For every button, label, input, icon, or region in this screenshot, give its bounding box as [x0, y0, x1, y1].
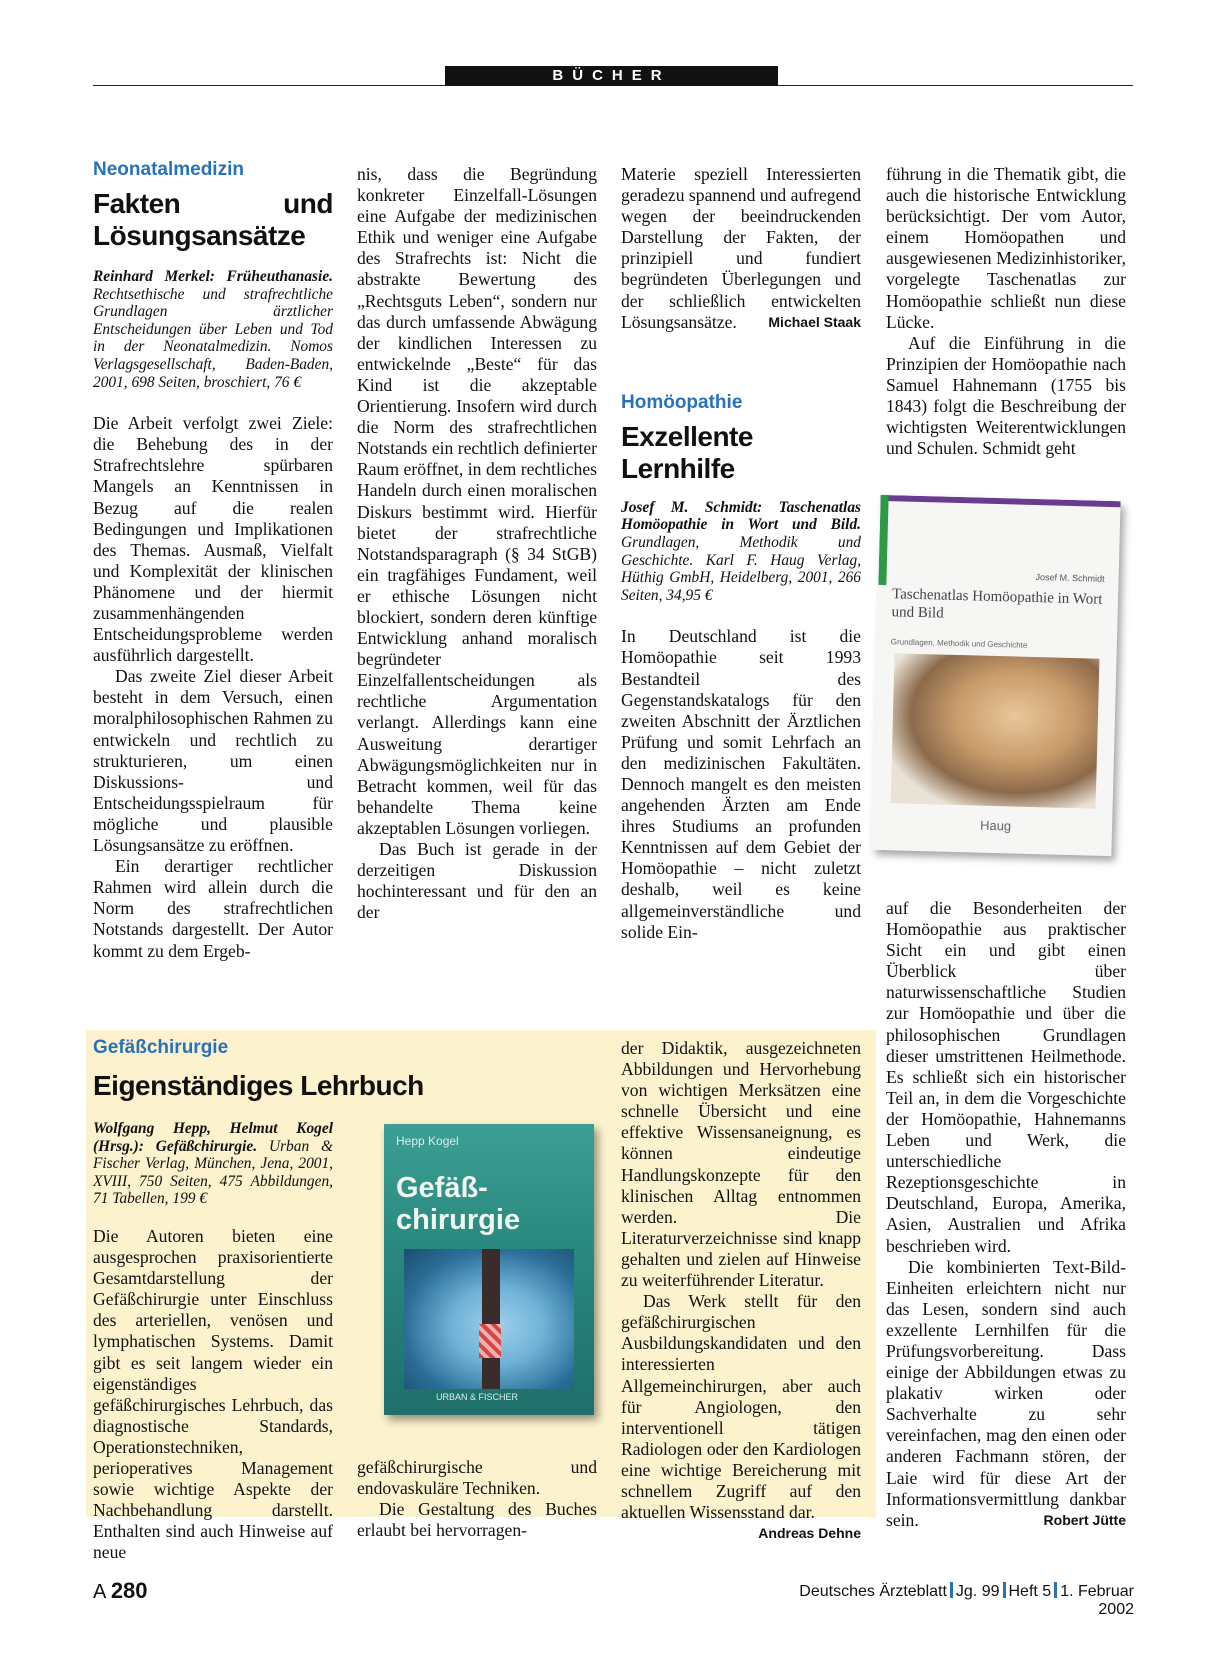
paragraph: führung in die Thematik gibt, die auch die historische Entwicklung berücksichtigt. Der vom Autor, einem Homöopathen und ausgewiesenen Medizinhistoriker, vorgelegte Taschenatlas zur Homöopathie schließt nun diese Lücke. [886, 164, 1126, 332]
section-header: BÜCHER [445, 66, 778, 86]
signature-staak: Michael Staak [768, 313, 861, 330]
cover-illustration [891, 653, 1100, 808]
reference-details: Rechtsethische und strafrechtliche Grundlagen ärztlicher Entscheidungen über Leben und Tod in der Neonatalmedizin. Nomos Verlagsgesellschaft, Baden-Baden, 2001, 698 Seiten, broschiert, 76 € [93, 285, 333, 391]
paragraph: auf die Besonderheiten der Homöopathie aus praktischer Sicht ein und gibt einen Überblick über naturwissenschaftliche Studien zur Homöopathie und über die philosophischen Grundlagen dieser umstrittenen Heilmethode. Es schließt sich ein historischer Teil an, in dem die Vorgeschichte der Homöopathie, Hahnemanns Leben und Werk, die unterschiedliche Rezeptionsgeschichte in Deutschland, Europa, Amerika, Asien, Australien und Afrika beschrieben wird. [886, 898, 1126, 1256]
article-gefaess-col1 [93, 1036, 333, 1060]
cover-subtitle: Grundlagen, Methodik und Geschichte [890, 637, 1028, 650]
article-neonatal-col1 [93, 158, 333, 962]
reference-neonatal [93, 268, 333, 391]
article-gefaess-col3 [621, 1038, 861, 1544]
cover-stripe [878, 495, 888, 585]
footer-separator [950, 1582, 953, 1598]
article-neonatal-col3 [621, 164, 861, 943]
article-homoeopathie-col4-bottom [886, 898, 1126, 1531]
footer-separator [1003, 1582, 1006, 1598]
paragraph: nis, dass die Begründung konkreter Einzelfall-Lösungen eine Aufgabe der medizinischen Ethik und weniger eine Aufgabe des Strafrechts ist: Nicht die abstrakte Bewertung des „Rechtsguts Leben“, sondern nur das durch umfassende Abwägung der kindlichen Interessen zu entwickelnde „Beste“ für das Kind ist die akzeptable Orientierung. Insofern wird durch die Norm des strafrechtlichen Notstands ein rechtlich definierter Raum eröffnet, in dem rechtliches Handeln durch einen moralischen Diskurs bestimmt wird. Hierfür bietet der strafrechtliche Notstandsparagraph (§ 34 StGB) ein tragfähiges Fundament, weil er ethische Lösungen nicht blockiert, sondern deren künftige Entwicklung anhand moralisch begründeter Einzelfallentscheidungen als rechtliche Argumentation verlangt. Allerdings kann eine Ausweitung derartiger Abwägungsmöglichkeiten nur in Betracht kommen, weil für das behandelte Thema keine akzeptablen Lösungen vorliegen. [357, 164, 597, 838]
signature-juette: Robert Jütte [1043, 1511, 1126, 1528]
article-neonatal-col2 [357, 164, 597, 923]
reference-gefaess [93, 1120, 333, 1208]
journal-footer [764, 1582, 1134, 1619]
paragraph: Die Autoren bieten eine ausgesprochen praxisorientierte Gesamtdarstellung der Gefäßchirurgie unter Einschluss des arteriellen, venösen und lymphatischen Systems. Damit gibt es seit langem wieder ein eigenständiges gefäßchirurgisches Lehrbuch, das diagnostische Standards, Operationstechniken, perioperatives Management sowie wichtige Aspekte der Nachbehandlung darstellt. Enthalten sind auch Hinweise auf neue [93, 1225, 333, 1563]
paragraph: Ein derartiger rechtlicher Rahmen wird allein durch die Norm des strafrechtlichen Notstands dargestellt. Der Autor kommt zu dem Ergeb- [93, 856, 333, 961]
signature-dehne: Andreas Dehne [758, 1525, 861, 1542]
reference-author-title: Wolfgang Hepp, Helmut Kogel (Hrsg.): Gefäßchirurgie. [93, 1120, 333, 1155]
journal-name: Deutsches Ärzteblatt [799, 1583, 947, 1600]
paragraph: Die kombinierten Text-Bild-Einheiten erleichtern nicht nur das Lesen, sondern sind auch exzellente Lernhilfen für die Prüfungsvorbereitung. Dass einige der Abbildungen etwas zu plakativ wirken oder Sachverhalte zu sehr vereinfachen, mag den einen oder anderen Fachmann stören, der Laie wird für diese Art der Informationsvermittlung dankbar sein. Robert Jütte [886, 1256, 1126, 1530]
cover-title: Gefäß- chirurgie [396, 1172, 521, 1236]
article-gefaess-col2 [357, 1457, 597, 1541]
paragraph: Das Buch ist gerade in der derzeitigen Diskussion hochinteressant und für den an der [357, 839, 597, 923]
paragraph: gefäßchirurgische und endovaskuläre Techniken. [357, 1457, 597, 1499]
reference-details: Urban & Fischer Verlag, München, Jena, 2001, XVIII, 750 Seiten, 475 Abbildungen, 71 Tabellen, 199 € [93, 1137, 333, 1208]
headline-gefaess: Eigenständiges Lehrbuch [93, 1070, 424, 1101]
journal-issue: Heft 5 [1008, 1583, 1052, 1600]
journal-date: 1. Februar 2002 [1060, 1583, 1134, 1618]
article-homoeopathie-col4-top [886, 164, 1126, 459]
cover-title: Taschenatlas Homöopathie in Wort und Bild [891, 586, 1103, 622]
journal-volume: Jg. 99 [955, 1583, 1000, 1600]
cover-publisher: URBAN & FISCHER [436, 1392, 519, 1402]
kicker-gefaess: Gefäßchirurgie [93, 1037, 229, 1058]
reference-homoeopathie [621, 499, 861, 605]
paragraph: Auf die Einführung in die Prinzipien der Homöopathie nach Samuel Hahnemann (1755 bis 1843) folgt die Beschreibung der wichtigsten Weiterentwicklungen und Schulen. Schmidt geht [886, 332, 1126, 459]
cover-authors: Hepp Kogel [396, 1134, 459, 1148]
cover-publisher: Haug [979, 817, 1012, 834]
cover-author: Josef M. Schmidt [1035, 572, 1105, 584]
page-number: A 280 [93, 1578, 148, 1603]
book-cover-gefaesschirurgie [384, 1124, 594, 1415]
kicker-neonatal: Neonatalmedizin [93, 159, 244, 180]
footer-separator [1054, 1582, 1057, 1598]
paragraph: Das zweite Ziel dieser Arbeit besteht in dem Versuch, einen moralphilosophischen Rahmen zu entwickeln und rechtlich zu strukturieren, um einen Diskussions- und Entscheidungsspielraum für mögliche und plausible Lösungsansätze zu eröffnen. [93, 666, 333, 856]
headline-neonatal: Fakten und Lösungsansätze [93, 188, 333, 251]
cover-stripe [881, 495, 1121, 507]
reference-author-title: Josef M. Schmidt: Taschenatlas Homöopathie in Wort und Bild. [621, 498, 861, 534]
paragraph: Das Werk stellt für den gefäßchirurgischen Ausbildungskandidaten und den interessierten Allgemeinchirurgen, aber auch für Angiologen, den interventionell tätigen Radiologen oder den Kardiologen eine wichtige Bereicherung mit schnellem Zugriff auf den aktuellen Wissensstand dar. Andreas Dehne [621, 1291, 861, 1523]
kicker-homoeopathie: Homöopathie [621, 391, 743, 413]
paragraph: der Didaktik, ausgezeichneten Abbildungen und Hervorhebung von wichtigen Merksätzen eine schnelle Übersicht und eine effektive Wissensaneignung, es können eindeutige Handlungskonzepte für den klinischen Alltag entnommen werden. Die Literaturverzeichnisse sind knapp gehalten und zielen auf Hinweise zu weiterführender Literatur. [621, 1038, 861, 1291]
reference-details: Grundlagen, Methodik und Geschichte. Karl F. Haug Verlag, Hüthig GmbH, Heidelberg, 2001, 266 Seiten, 34,95 € [621, 533, 861, 604]
paragraph: Die Gestaltung des Buches erlaubt bei hervorragen- [357, 1499, 597, 1541]
paragraph: Materie speziell Interessierten geradezu spannend und aufregend wegen der beeindruckenden Darstellung der Fakten, der prinzipiell und fundiert begründeten Überlegungen und der schließlich entwickelten Lösungsansätze. Michael Staak [621, 164, 861, 332]
headline-homoeopathie: Exzellente Lernhilfe [621, 420, 753, 484]
paragraph: Die Arbeit verfolgt zwei Ziele: die Behebung des in der Strafrechtslehre spürbaren Mangels an Kenntnissen in Bezug auf die realen Bedingungen und Implikationen des Themas. Ausmaß, Vielfalt und Komplexität der klinischen Phänomene und der hiermit zusammenhängenden Entscheidungsprobleme werden ausführlich dargestellt. [93, 413, 333, 666]
paragraph: In Deutschland ist die Homöopathie seit 1993 Bestandteil des Gegenstandskatalogs für den zweiten Abschnitt der Ärztlichen Prüfung und somit Lehrfach an den medizinischen Fakultäten. Dennoch mangelt es den meisten angehenden Ärzten am Ende ihres Studiums an profunden Kenntnissen auf dem Gebiet der Homöopathie – nicht zuletzt deshalb, weil es keine allgemeinverständliche und solide Ein- [621, 626, 861, 942]
reference-author-title: Reinhard Merkel: Früheuthanasie. [93, 268, 333, 285]
cover-vessel-graphic [482, 1249, 500, 1389]
article-gefaess-col1-body [93, 1120, 333, 1563]
book-cover-taschenatlas [871, 495, 1120, 856]
cover-graft-graphic [479, 1324, 501, 1358]
